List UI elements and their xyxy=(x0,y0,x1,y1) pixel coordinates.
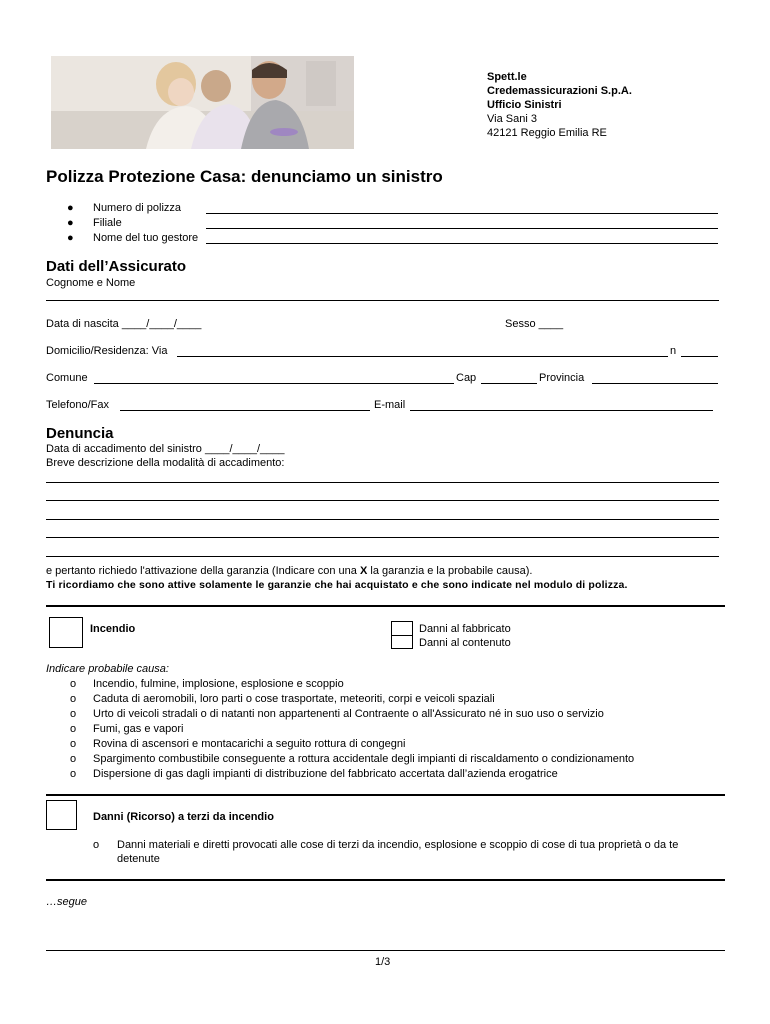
cause-item[interactable]: Incendio, fulmine, implosione, esplosione e scoppio xyxy=(93,678,344,690)
description-line[interactable] xyxy=(46,556,719,557)
house-number-label: n xyxy=(670,345,677,357)
fire-label: Incendio xyxy=(90,623,136,635)
section-divider xyxy=(46,605,725,607)
bullet-icon: ● xyxy=(67,202,74,214)
birth-date-label-text: Data di nascita xyxy=(46,318,119,330)
circle-bullet-icon: o xyxy=(70,723,77,735)
email-field[interactable] xyxy=(410,410,713,411)
building-damage-label: Danni al fabbricato xyxy=(419,623,511,635)
cap-label: Cap xyxy=(456,372,477,384)
recipient-office: Ufficio Sinistri xyxy=(487,99,562,111)
policy-number-field[interactable] xyxy=(206,213,718,214)
manager-label: Nome del tuo gestore xyxy=(93,232,199,244)
policy-number-label: Numero di polizza xyxy=(93,202,182,214)
comune-label: Comune xyxy=(46,372,88,384)
claim-date-label xyxy=(46,442,285,456)
sex-field[interactable]: ____ xyxy=(538,318,564,330)
circle-bullet-icon: o xyxy=(70,708,77,720)
residence-field[interactable] xyxy=(177,356,668,357)
active-guarantees-notice: Ti ricordiamo che sono attive solamente le garanzie che hai acquistato e che sono indicate nel modulo di polizza. xyxy=(46,579,628,591)
provincia-field[interactable] xyxy=(592,383,718,384)
contents-damage-label: Danni al contenuto xyxy=(419,637,511,649)
provincia-label: Provincia xyxy=(539,372,585,384)
section-divider xyxy=(46,879,725,881)
circle-bullet-icon: o xyxy=(70,738,77,750)
claim-date-field[interactable]: ____/____/____ xyxy=(204,443,285,455)
fire-checkbox[interactable] xyxy=(49,617,83,648)
bullet-icon: ● xyxy=(67,217,74,229)
circle-bullet-icon: o xyxy=(70,693,77,705)
claim-date-label-text: Data di accadimento del sinistro xyxy=(46,443,202,455)
circle-bullet-icon: o xyxy=(70,753,77,765)
cause-item[interactable]: Spargimento combustibile conseguente a rottura accidentale degli impianti di riscaldamento o condizionamento xyxy=(93,753,635,765)
probable-cause-heading: Indicare probabile causa: xyxy=(46,663,169,675)
description-line[interactable] xyxy=(46,519,719,520)
contents-damage-checkbox[interactable] xyxy=(391,635,413,649)
description-line[interactable] xyxy=(46,500,719,501)
phone-field[interactable] xyxy=(120,410,370,411)
circle-bullet-icon: o xyxy=(93,839,100,851)
guarantee-request-b: la garanzia e la probabile causa). xyxy=(367,565,533,577)
third-party-desc-line2: detenute xyxy=(117,853,160,865)
recipient-line-1: Spett.le xyxy=(487,71,527,83)
manager-field[interactable] xyxy=(206,243,718,244)
email-label: E-mail xyxy=(374,399,406,411)
guarantee-request-a: e pertanto richiedo l'attivazione della garanzia (Indicare con una xyxy=(46,565,360,577)
footer-rule xyxy=(46,950,725,951)
bullet-icon: ● xyxy=(67,232,74,244)
recipient-city: 42121 Reggio Emilia RE xyxy=(487,127,607,139)
recipient-street: Via Sani 3 xyxy=(487,113,537,125)
insured-heading: Dati dell’Assicurato xyxy=(46,258,187,275)
cause-item[interactable]: Caduta di aeromobili, loro parti o cose trasportate, meteoriti, corpi e veicoli spaziali xyxy=(93,693,495,705)
third-party-desc-line1: Danni materiali e diretti provocati alle cose di terzi da incendio, esplosione e scoppio di cose di tua proprietà o da te xyxy=(117,839,679,851)
guarantee-request-text xyxy=(46,564,532,578)
page-number: 1/3 xyxy=(375,956,391,968)
cause-item[interactable]: Rovina di ascensori e montacarichi a seguito rottura di congegni xyxy=(93,738,406,750)
sex-label-text: Sesso xyxy=(505,318,536,330)
header-photo xyxy=(51,56,354,149)
cause-item[interactable]: Fumi, gas e vapori xyxy=(93,723,184,735)
section-divider xyxy=(46,794,725,796)
cap-field[interactable] xyxy=(481,383,537,384)
recipient-company: Credemassicurazioni S.p.A. xyxy=(487,85,632,97)
residence-label: Domicilio/Residenza: Via xyxy=(46,345,168,357)
cause-item[interactable]: Urto di veicoli stradali o di natanti non appartenenti al Contraente o all'Assicurato né in suo uso o servizio xyxy=(93,708,604,720)
description-line[interactable] xyxy=(46,482,719,483)
third-party-checkbox[interactable] xyxy=(46,800,77,830)
cause-item[interactable]: Dispersione di gas dagli impianti di distribuzione del fabbricato accertata dall’azienda erogatrice xyxy=(93,768,558,780)
name-label: Cognome e Nome xyxy=(46,277,136,289)
birth-date-label xyxy=(46,317,201,331)
circle-bullet-icon: o xyxy=(70,768,77,780)
phone-label: Telefono/Fax xyxy=(46,399,109,411)
guarantee-request-x: X xyxy=(359,565,368,577)
description-label: Breve descrizione della modalità di accadimento: xyxy=(46,457,285,469)
sex-label xyxy=(505,317,563,331)
continues-note: …segue xyxy=(46,896,87,908)
name-field[interactable] xyxy=(46,300,719,301)
building-damage-checkbox[interactable] xyxy=(391,621,413,635)
description-line[interactable] xyxy=(46,537,719,538)
page-title: Polizza Protezione Casa: denunciamo un sinistro xyxy=(46,167,443,186)
house-number-field[interactable] xyxy=(681,356,718,357)
branch-label: Filiale xyxy=(93,217,122,229)
birth-date-field[interactable]: ____/____/____ xyxy=(121,318,202,330)
circle-bullet-icon: o xyxy=(70,678,77,690)
third-party-label: Danni (Ricorso) a terzi da incendio xyxy=(93,811,274,823)
claim-heading: Denuncia xyxy=(46,425,114,442)
branch-field[interactable] xyxy=(206,228,718,229)
comune-field[interactable] xyxy=(94,383,454,384)
